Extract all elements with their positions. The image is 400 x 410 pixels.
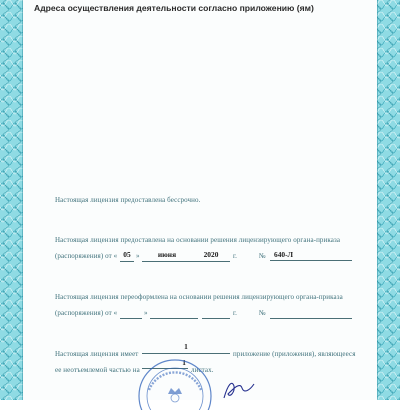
reissued-order-prefix: (распоряжения) от «	[55, 309, 118, 317]
granted-order-prefix: (распоряжения) от «	[55, 252, 118, 260]
appendix-line2-prefix: ее неотъемлемой частью на	[55, 366, 140, 374]
granted-year: 2020	[192, 250, 230, 262]
granted-day: 05	[120, 250, 134, 262]
reissued-number-blank	[270, 307, 352, 319]
reissued-quote-close: »	[144, 309, 148, 317]
reissued-month-blank	[150, 307, 198, 319]
granted-number-sign: №	[259, 252, 266, 260]
license-term-text: Настоящая лицензия предоставлена бессрочно.	[55, 196, 201, 204]
granted-quote-close: »	[136, 252, 140, 260]
reissued-year-blank	[202, 307, 230, 319]
granted-year-suffix: г.	[233, 252, 238, 260]
granted-number: 640-Л	[270, 250, 352, 261]
official-seal-stamp	[135, 350, 215, 410]
appendix-sheets-suffix: листах.	[191, 366, 214, 374]
appendix-count: 1	[142, 342, 230, 354]
appendix-sheets: 1	[142, 358, 188, 369]
addresses-heading: Адреса осуществления деятельности согласно приложению (ям)	[34, 3, 314, 13]
granted-basis-text: Настоящая лицензия предоставлена на основании решения лицензирующего органа-приказа	[55, 236, 341, 244]
reissued-number-sign: №	[259, 309, 266, 317]
appendix-suffix: приложение (приложения), являющееся	[233, 350, 356, 358]
reissued-day-blank	[120, 307, 142, 319]
appendix-prefix: Настоящая лицензия имеет	[55, 350, 139, 358]
reissued-year-suffix: г.	[233, 309, 238, 317]
handwritten-signature	[220, 378, 260, 400]
reissued-basis-text: Настоящая лицензия переоформлена на основании решения лицензирующего органа-приказа	[55, 293, 343, 301]
granted-month: июня	[142, 250, 192, 262]
